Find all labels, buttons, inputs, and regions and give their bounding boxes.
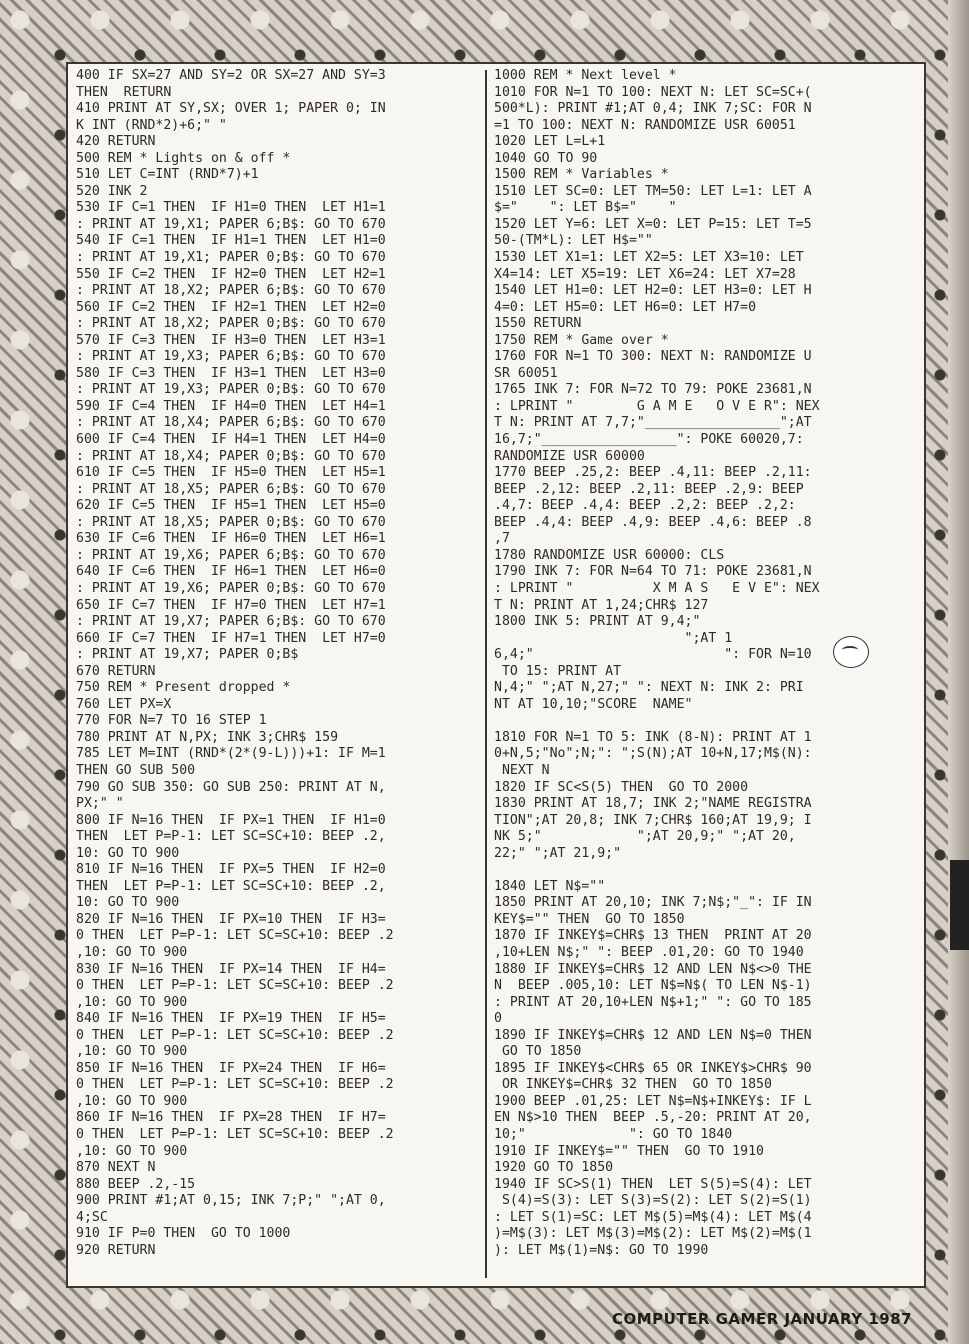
code-line: 1780 RANDOMIZE USR 60000: CLS [494,547,725,563]
code-line: 1020 LET L=L+1 [494,134,606,150]
code-line: TO 15: PRINT AT [494,663,622,679]
code-line: NT AT 10,10;"SCORE NAME" [494,696,693,712]
code-line: 1810 FOR N=1 TO 5: INK (8-N): PRINT AT 1 [494,729,812,745]
code-line: 820 IF N=16 THEN IF PX=10 THEN IF H3= [76,911,386,927]
code-line: 1940 IF SC>S(1) THEN LET S(5)=S(4): LET [494,1176,812,1192]
code-line: 540 IF C=1 THEN IF H1=1 THEN LET H1=0 [76,233,386,249]
code-line: 1895 IF INKEY$<CHR$ 65 OR INKEY$>CHR$ 90 [494,1060,812,1076]
code-line: 6,4;" ": FOR N=10 [494,647,812,663]
listing-column-left [76,62,476,1259]
code-line: 400 IF SX=27 AND SY=2 OR SX=27 AND SY=3 [76,68,386,83]
code-line: 580 IF C=3 THEN IF H3=1 THEN LET H3=0 [76,365,386,381]
code-line: 785 LET M=INT (RND*(2*(9-L)))+1: IF M=1 [76,746,386,762]
code-line: THEN GO SUB 500 [76,762,196,778]
code-line: 800 IF N=16 THEN IF PX=1 THEN IF H1=0 [76,812,386,828]
code-line: 530 IF C=1 THEN IF H1=0 THEN LET H1=1 [76,200,386,216]
code-line: 4;SC [76,1209,108,1225]
code-line: THEN LET P=P-1: LET SC=SC+10: BEEP .2, [76,878,386,894]
code-line: 900 PRINT #1;AT 0,15; INK 7;P;" ";AT 0, [76,1193,386,1209]
code-line: 10;" ": GO TO 1840 [494,1127,733,1142]
code-line: TION";AT 20,8; INK 7;CHR$ 160;AT 19,9; I [494,812,812,828]
code-line: 1850 PRINT AT 20,10; INK 7;N$;"_": IF IN [494,895,812,911]
code-line: OR INKEY$=CHR$ 32 THEN GO TO 1850 [494,1077,772,1093]
code-line: 0 THEN LET P=P-1: LET SC=SC+10: BEEP .2 [76,1027,394,1043]
code-line: S(4)=S(3): LET S(3)=S(2): LET S(2)=S(1) [494,1193,812,1209]
code-line: PX;" " [76,796,124,812]
code-line: SR 60051 [494,365,558,381]
code-line: 830 IF N=16 THEN IF PX=14 THEN IF H4= [76,961,386,977]
code-line: 520 INK 2 [76,183,148,199]
code-line: 1900 BEEP .01,25: LET N$=N$+INKEY$: IF L [494,1093,812,1109]
code-line: : PRINT AT 19,X3; PAPER 0;B$: GO TO 670 [76,382,386,398]
code-line: : LPRINT " X M A S E V E": NEX [494,580,820,596]
code-line: BEEP .4,4: BEEP .4,9: BEEP .4,6: BEEP .8 [494,514,812,530]
code-line: ,10: GO TO 900 [76,944,188,960]
code-line: 1830 PRINT AT 18,7; INK 2;"NAME REGISTRA [494,796,812,812]
code-line: ,10: GO TO 900 [76,1093,188,1109]
code-line: ,10: GO TO 900 [76,1143,188,1159]
code-line: : PRINT AT 18,X2; PAPER 0;B$: GO TO 670 [76,316,386,332]
code-line: : PRINT AT 20,10+LEN N$+1;" ": GO TO 185 [494,994,812,1010]
code-line: 1540 LET H1=0: LET H2=0: LET H3=0: LET H [494,283,812,299]
code-line: NK 5;" ";AT 20,9;" ";AT 20, [494,829,796,845]
code-line: 0 [494,1011,502,1027]
code-line: 510 LET C=INT (RND*7)+1 [76,167,259,183]
code-line: NEXT N [494,762,550,778]
code-line: THEN LET P=P-1: LET SC=SC+10: BEEP .2, [76,829,386,845]
code-line: 1870 IF INKEY$=CHR$ 13 THEN PRINT AT 20 [494,928,812,944]
code-line: =1 TO 100: NEXT N: RANDOMIZE USR 60051 [494,117,796,133]
code-line: ,7 [494,531,510,547]
code-line: 1000 REM * Next level * [494,68,677,83]
code-line: 50-(TM*L): LET H$="" [494,233,653,249]
code-line: 420 RETURN [76,134,156,150]
code-line: 10: GO TO 900 [76,845,180,861]
code-line: 770 FOR N=7 TO 16 STEP 1 [76,713,267,729]
code-line: 0 THEN LET P=P-1: LET SC=SC+10: BEEP .2 [76,978,394,994]
code-line: BEEP .2,12: BEEP .2,11: BEEP .2,9: BEEP [494,481,804,497]
code-line: K INT (RND*2)+6;" " [76,117,227,133]
code-line: 790 GO SUB 350: GO SUB 250: PRINT AT N, [76,779,386,795]
column-divider [485,70,487,1278]
code-line [494,862,920,879]
code-line: : PRINT AT 19,X3; PAPER 6;B$: GO TO 670 [76,349,386,365]
code-line: 0 THEN LET P=P-1: LET SC=SC+10: BEEP .2 [76,928,394,944]
code-line: 1010 FOR N=1 TO 100: NEXT N: LET SC=SC+( [494,84,812,100]
code-line: : PRINT AT 18,X2; PAPER 6;B$: GO TO 670 [76,283,386,299]
code-line: 0+N,5;"No";N;": ";S(N);AT 10+N,17;M$(N): [494,746,812,762]
code-line: T N: PRINT AT 7,7;"_________________";AT [494,415,812,431]
code-line: 920 RETURN [76,1242,156,1258]
code-line: 1040 GO TO 90 [494,150,598,166]
santa-cartoon-icon [833,636,869,668]
code-line: 1840 LET N$="" [494,878,606,894]
code-line: 1910 IF INKEY$="" THEN GO TO 1910 [494,1143,764,1159]
code-line: 640 IF C=6 THEN IF H6=1 THEN LET H6=0 [76,564,386,580]
code-line: 610 IF C=5 THEN IF H5=0 THEN LET H5=1 [76,465,386,481]
code-line: 410 PRINT AT SY,SX; OVER 1; PAPER 0; IN [76,101,386,117]
code-line: : PRINT AT 19,X6; PAPER 6;B$: GO TO 670 [76,547,386,563]
code-line: 600 IF C=4 THEN IF H4=1 THEN LET H4=0 [76,432,386,448]
code-line: : PRINT AT 19,X7; PAPER 0;B$ [76,647,299,663]
code-line: RANDOMIZE USR 60000 [494,448,645,464]
code-line: ,10: GO TO 900 [76,1044,188,1060]
code-line: 660 IF C=7 THEN IF H7=1 THEN LET H7=0 [76,630,386,646]
code-line: : PRINT AT 19,X6; PAPER 0;B$: GO TO 670 [76,580,386,596]
code-line: 500 REM * Lights on & off * [76,150,291,166]
code-line: 750 REM * Present dropped * [76,680,291,696]
code-line: ): LET M$(1)=N$: GO TO 1990 [494,1242,709,1258]
code-line: ,10+LEN N$;" ": BEEP .01,20: GO TO 1940 [494,944,804,960]
code-line: 870 NEXT N [76,1160,156,1176]
code-line: 1765 INK 7: FOR N=72 TO 79: POKE 23681,N [494,382,812,398]
code-line: : PRINT AT 19,X1; PAPER 0;B$: GO TO 670 [76,250,386,266]
code-line: 560 IF C=2 THEN IF H2=1 THEN LET H2=0 [76,299,386,315]
code-line: GO TO 1850 [494,1044,582,1060]
code-line: : PRINT AT 19,X1; PAPER 6;B$: GO TO 670 [76,216,386,232]
code-line: 650 IF C=7 THEN IF H7=0 THEN LET H7=1 [76,597,386,613]
code-line: 1880 IF INKEY$=CHR$ 12 AND LEN N$<>0 THE [494,961,812,977]
code-line: 4=0: LET H5=0: LET H6=0: LET H7=0 [494,299,757,315]
code-line: 620 IF C=5 THEN IF H5=1 THEN LET H5=0 [76,498,386,514]
code-line: 1790 INK 7: FOR N=64 TO 71: POKE 23681,N [494,564,812,580]
code-line: 500*L): PRINT #1;AT 0,4; INK 7;SC: FOR N [494,101,812,117]
code-line: 780 PRINT AT N,PX; INK 3;CHR$ 159 [76,729,339,745]
code-line: 850 IF N=16 THEN IF PX=24 THEN IF H6= [76,1060,386,1076]
code-line: 670 RETURN [76,663,156,679]
code-line: : PRINT AT 19,X7; PAPER 6;B$: GO TO 670 [76,614,386,630]
code-line: 880 BEEP .2,-15 [76,1176,196,1192]
code-line: 1890 IF INKEY$=CHR$ 12 AND LEN N$=0 THEN [494,1027,812,1043]
code-line: 1550 RETURN [494,316,582,332]
code-line: THEN RETURN [76,84,172,100]
code-line: 1920 GO TO 1850 [494,1160,614,1176]
code-line: ";AT 1 [494,630,733,646]
code-line: 1770 BEEP .25,2: BEEP .4,11: BEEP .2,11: [494,465,812,481]
code-line: N,4;" ";AT N,27;" ": NEXT N: INK 2: PRI [494,680,804,696]
code-line: 630 IF C=6 THEN IF H6=0 THEN LET H6=1 [76,531,386,547]
code-line: $=" ": LET B$=" " [494,200,677,216]
code-line [494,713,920,730]
code-line: : PRINT AT 18,X5; PAPER 6;B$: GO TO 670 [76,481,386,497]
edge-shadow-block [950,860,969,950]
code-line: : PRINT AT 18,X4; PAPER 6;B$: GO TO 670 [76,415,386,431]
code-line: : PRINT AT 18,X4; PAPER 0;B$: GO TO 670 [76,448,386,464]
code-line: : LPRINT " G A M E O V E R": NEX [494,398,820,414]
magazine-footer: COMPUTER GAMER JANUARY 1987 [612,1310,913,1328]
code-line: 1800 INK 5: PRINT AT 9,4;" [494,614,701,630]
code-line: 10: GO TO 900 [76,895,180,911]
right-page-edge [948,0,969,1344]
code-line: 550 IF C=2 THEN IF H2=0 THEN LET H2=1 [76,266,386,282]
code-line: )=M$(3): LET M$(3)=M$(2): LET M$(2)=M$(1 [494,1226,812,1242]
code-line: 1820 IF SC<S(5) THEN GO TO 2000 [494,779,749,795]
code-line: .4,7: BEEP .4,4: BEEP .2,2: BEEP .2,2: [494,498,796,514]
code-line: 910 IF P=0 THEN GO TO 1000 [76,1226,291,1242]
code-line: 1530 LET X1=1: LET X2=5: LET X3=10: LET [494,250,804,266]
code-line: 1760 FOR N=1 TO 300: NEXT N: RANDOMIZE U [494,349,812,365]
code-line: N BEEP .005,10: LET N$=N$( TO LEN N$-1) [494,978,812,994]
code-line: 860 IF N=16 THEN IF PX=28 THEN IF H7= [76,1110,386,1126]
code-line: 570 IF C=3 THEN IF H3=0 THEN LET H3=1 [76,332,386,348]
code-line: X4=14: LET X5=19: LET X6=24: LET X7=28 [494,266,796,282]
code-line: 1510 LET SC=0: LET TM=50: LET L=1: LET A [494,183,812,199]
code-line: 22;" ";AT 21,9;" [494,845,622,861]
code-line: 840 IF N=16 THEN IF PX=19 THEN IF H5= [76,1011,386,1027]
code-line: 0 THEN LET P=P-1: LET SC=SC+10: BEEP .2 [76,1127,394,1142]
code-line: T N: PRINT AT 1,24;CHR$ 127 [494,597,709,613]
code-line: KEY$="" THEN GO TO 1850 [494,911,685,927]
code-line: 16,7;"_________________": POKE 60020,7: [494,432,804,448]
code-line: 1750 REM * Game over * [494,332,669,348]
code-line: 590 IF C=4 THEN IF H4=0 THEN LET H4=1 [76,398,386,414]
code-line: 810 IF N=16 THEN IF PX=5 THEN IF H2=0 [76,862,386,878]
code-line: EN N$>10 THEN BEEP .5,-20: PRINT AT 20, [494,1110,812,1126]
code-line: 760 LET PX=X [76,696,172,712]
code-line: : LET S(1)=SC: LET M$(5)=M$(4): LET M$(4 [494,1209,812,1225]
code-line: 1520 LET Y=6: LET X=0: LET P=15: LET T=5 [494,216,812,232]
code-line: 0 THEN LET P=P-1: LET SC=SC+10: BEEP .2 [76,1077,394,1093]
code-line: 1500 REM * Variables * [494,167,669,183]
code-line: : PRINT AT 18,X5; PAPER 0;B$: GO TO 670 [76,514,386,530]
code-line: ,10: GO TO 900 [76,994,188,1010]
